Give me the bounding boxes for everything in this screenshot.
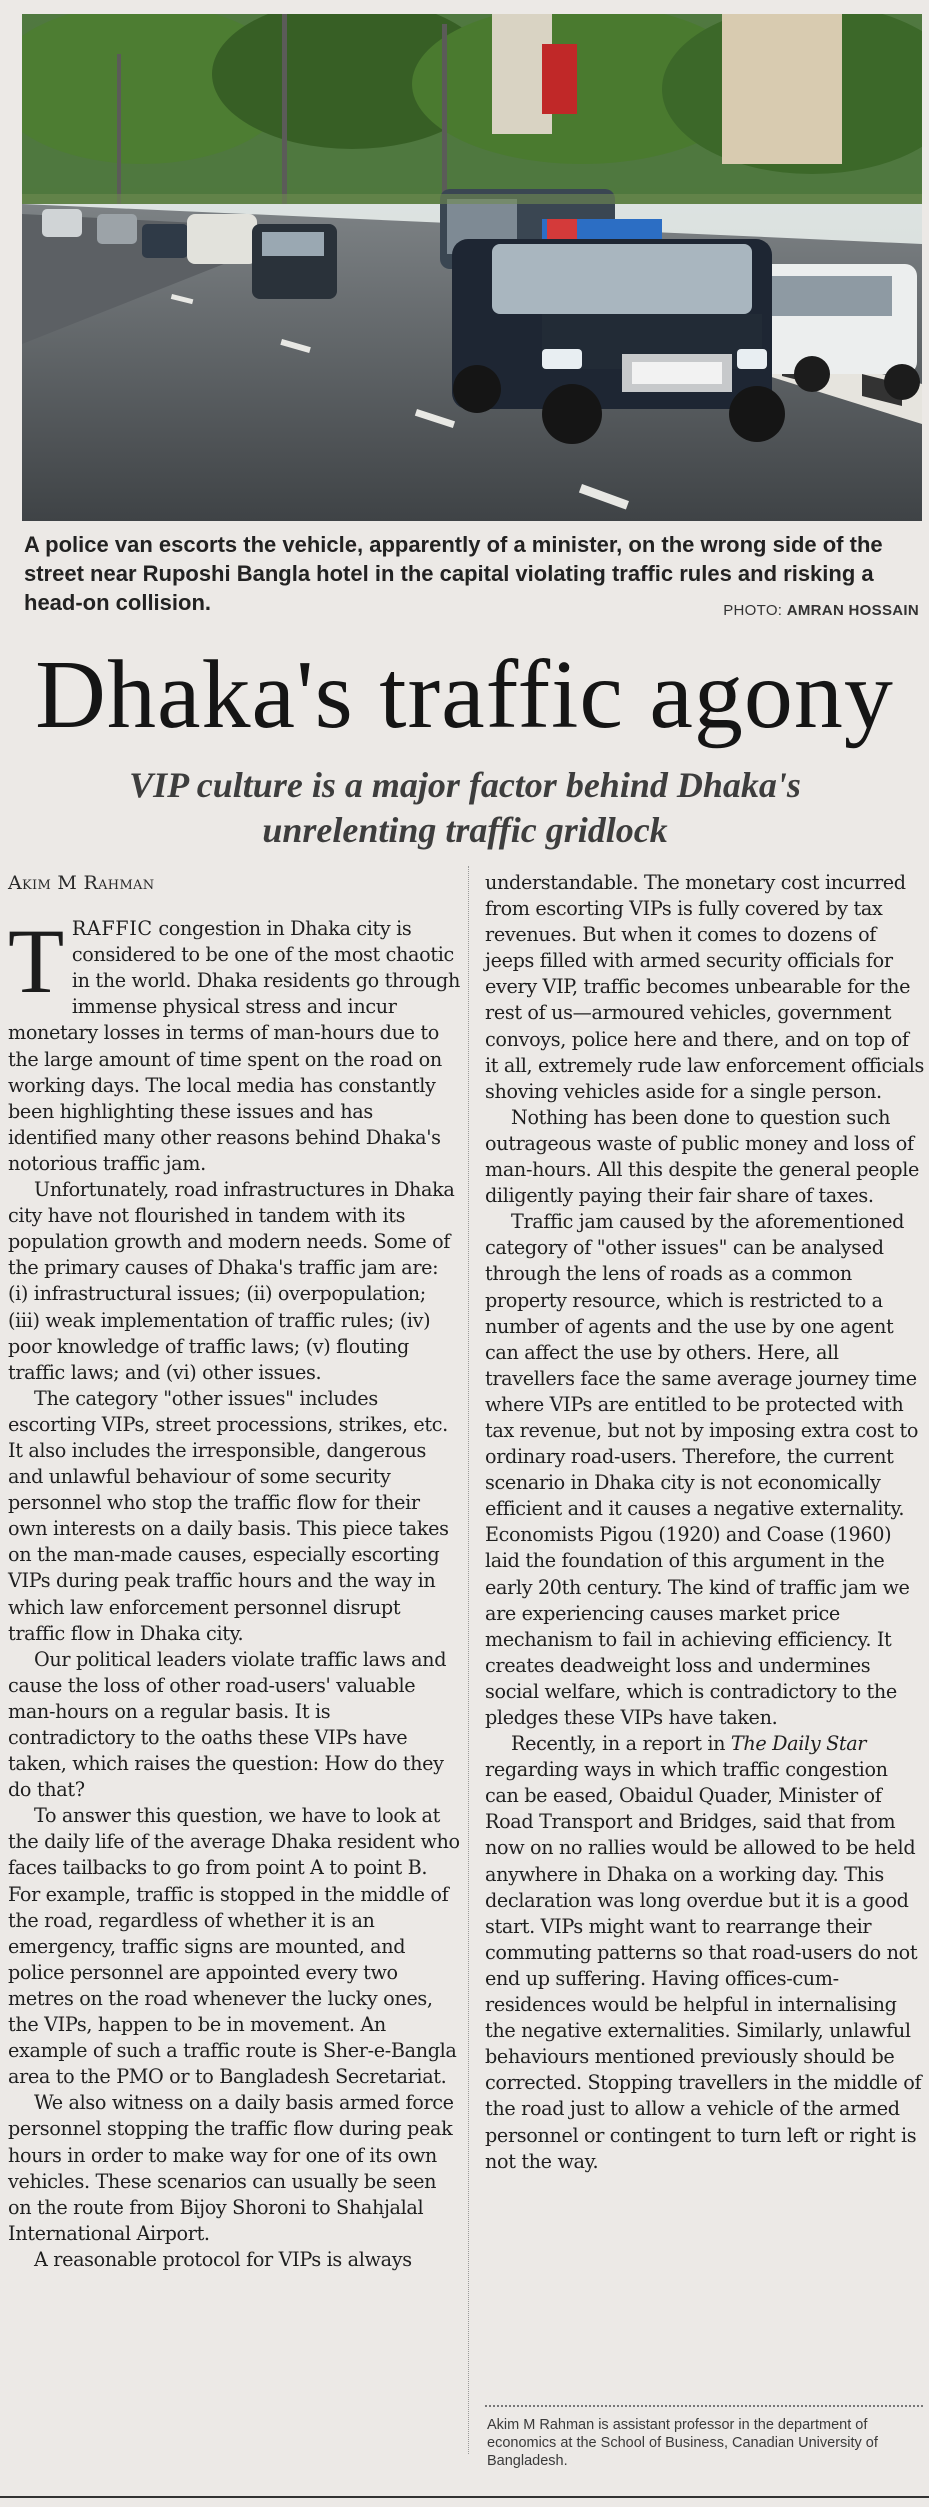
- paragraph: The category "other issues" includes escorting VIPs, street processions, strikes, etc. It also includes the irresponsible, dangerous and unlawful behaviour of some security personnel who stop the traffic flow for their own interests on a daily basis. This piece takes on the man-made causes, especially escorting VIPs during peak traffic hours and the way in which law enforcement personnel disrupt traffic flow in Dhaka city.: [8, 1386, 449, 1645]
- paragraph: Our political leaders violate traffic laws and cause the loss of other road-users' valuable man-hours on a regular basis. It is contradictory to the oaths these VIPs have taken, which raises the question: How do they do that?: [8, 1647, 447, 1802]
- photo-caption: A police van escorts the vehicle, apparently of a minister, on the wrong side of the street near Ruposhi Bangla hotel in the capital violating traffic rules and risking a head-on collision.: [24, 532, 883, 615]
- paragraph-final: [485, 1731, 925, 2175]
- paragraph: Unfortunately, road infrastructures in Dhaka city have not flourished in tandem with its population growth and modern needs. Some of the primary causes of Dhaka's traffic jam are: (i) infrastructural issues; (ii) overpopulation; (iii) weak implementation of traffic rules; (iv) poor knowledge of traffic laws; (v) flouting traffic laws; and (vi) other issues.: [8, 1178, 455, 1384]
- paragraph: Traffic jam caused by the aforementioned category of "other issues" can be analysed through the lens of roads as a common property resource, which is restricted to a number of agents and the use by one agent can affect the use by others. Here, all travellers face the same average journey time where VIPs are entitled to be protected with tax revenue, but not by imposing extra cost to ordinary road-users. Therefore, the current scenario in Dhaka city is not economically efficient and it causes a negative externality. Economists Pigou (1920) and Coase (1960) laid the foundation of this argument in the early 20th century. The kind of traffic jam we are experiencing causes market price mechanism to fail in achieving efficiency. It creates deadweight loss and undermines social welfare, which is contradictory to the pledges these VIPs have taken.: [485, 1210, 919, 1729]
- headline: Dhaka's traffic agony: [35, 641, 894, 749]
- paragraph: Nothing has been done to question such outrageous waste of public money and loss of man-hours. All this despite the general people diligently paying their fair share of taxes.: [485, 1105, 919, 1208]
- photo-credit: [723, 602, 919, 619]
- lead-caps: RAFFIC: [71, 917, 153, 941]
- building: [722, 14, 842, 164]
- article-column-left: [8, 870, 462, 2273]
- byline: Akim M Rahman: [8, 872, 155, 894]
- drop-cap: T: [8, 910, 64, 1013]
- photo-credit-label: PHOTO:: [723, 602, 783, 619]
- final-text-start: Recently, in a report in: [511, 1732, 731, 1756]
- white-car: [187, 214, 257, 264]
- bio-divider: [485, 2405, 923, 2407]
- subheadline: VIP culture is a major factor behind Dhaka's unrelenting traffic gridlock: [129, 765, 801, 850]
- billboard-sign: [542, 44, 577, 114]
- photo-illustration: [22, 14, 922, 521]
- lead-paragraph: [8, 910, 462, 1177]
- final-text-end: regarding ways in which traffic congestion can be eased, Obaidul Quader, Minister of Road Transport and Bridges, said that from now on no rallies would be allowed to be held anywhere in Dhaka on a working day. This declaration was long overdue but it is a good start. VIPs might want to rearrange their commuting patterns so that road-users do not end up suffering. Having offices-cum-residences would be helpful in internalising the negative externalities. Similarly, unlawful behaviours mentioned previously should be corrected. Stopping travellers in the middle of the road just to allow a vehicle of the armed personnel or contingent to turn left or right is not the way.: [485, 1758, 922, 2173]
- article-column-right: [485, 870, 925, 2175]
- paragraph: To answer this question, we have to look at the daily life of the average Dhaka resident who faces tailbacks to go from point A to point B. For example, traffic is stopped in the middle of the road, regardless of whether it is an emergency, traffic signs are mounted, and police personnel are appointed every two metres on the road whenever the lucky ones, the VIPs, happen to be in movement. An example of such a traffic route is Sher-e-Bangla area to the PMO or to Bangladesh Secretariat.: [8, 1804, 460, 2089]
- column-divider: [468, 866, 469, 2454]
- paragraph: We also witness on a daily basis armed force personnel stopping the traffic flow during peak hours in order to make way for one of its own vehicles. These scenarios can usually be seen on the route from Bijoy Shoroni to Shahjalal International Airport.: [8, 2091, 454, 2245]
- paragraph-continued: understandable. The monetary cost incurred from escorting VIPs is fully covered by tax revenues. But when it comes to dozens of jeeps filled with armed security officials for every VIP, traffic becomes unbearable for the rest of us—armoured vehicles, government convoys, police here and there, and on top of it all, extremely rude law enforcement officials shoving vehicles aside for a single person.: [485, 871, 925, 1103]
- photo-credit-name: AMRAN HOSSAIN: [786, 602, 919, 619]
- paragraph: A reasonable protocol for VIPs is always: [34, 2247, 412, 2271]
- source-name: The Daily Star: [730, 1732, 867, 1756]
- author-bio: Akim M Rahman is assistant professor in the department of economics at the School of Business, Canadian University of Bangladesh.: [487, 2417, 878, 2469]
- bottom-rule: [0, 2496, 929, 2498]
- lead-text: congestion in Dhaka city is considered to be one of the most chaotic in the world. Dhaka residents go through immense physical stress and incur monetary losses in terms of man-hours due to the large amount of time spent on the road on working days. The local media has constantly been highlighting these issues and has identified many other reasons behind Dhaka's notorious traffic jam.: [8, 917, 460, 1175]
- article-photo: [22, 14, 922, 521]
